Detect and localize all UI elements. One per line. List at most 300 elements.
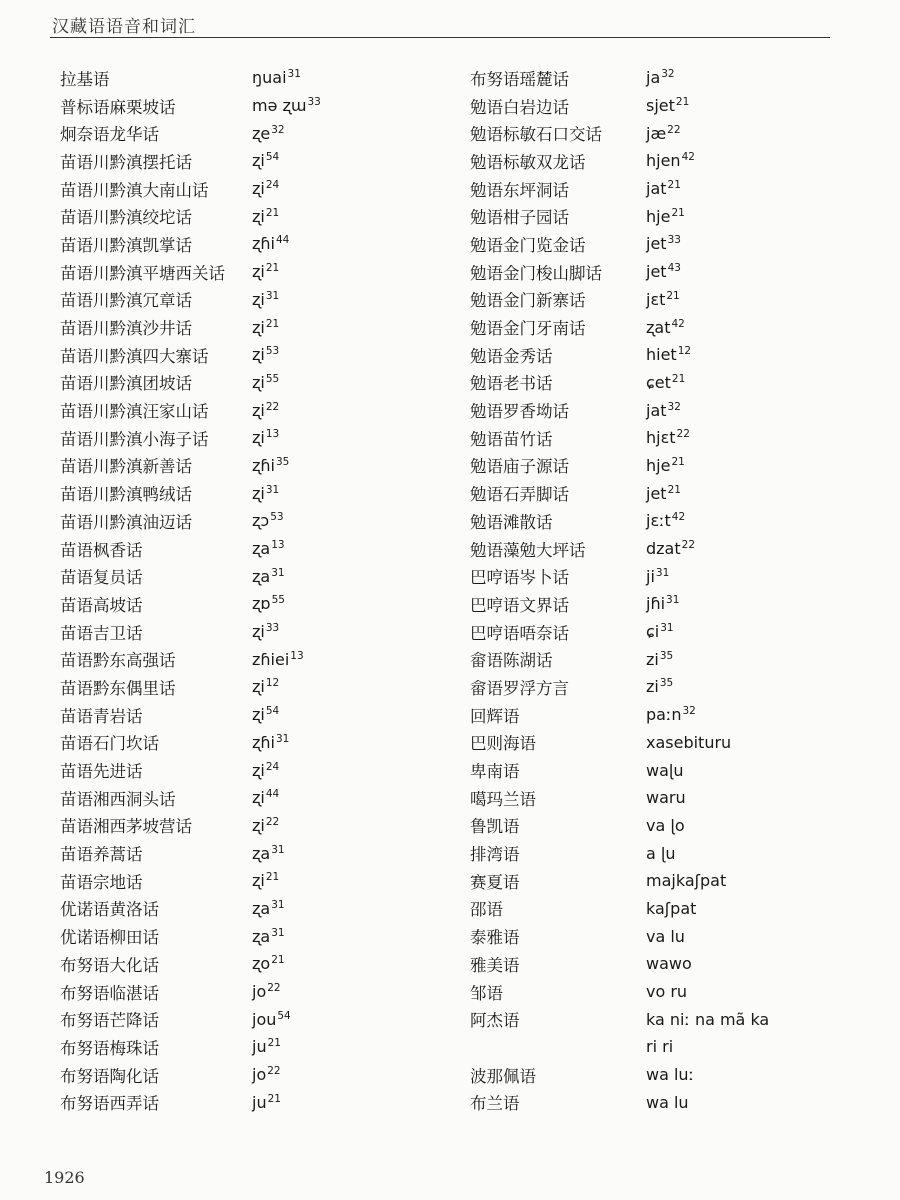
phonetic-form: wa lu <box>646 1092 689 1112</box>
phonetic-form: ʐi <box>252 262 265 282</box>
phonetic-form: jɛt <box>646 289 666 309</box>
language-name: 苗语川黔滇大南山话 <box>60 180 209 200</box>
phonetic-form: zɦiei <box>252 649 290 669</box>
tone-number: 22 <box>267 1065 281 1078</box>
word-form <box>252 705 279 724</box>
tone-number: 44 <box>265 788 280 801</box>
word-form <box>646 899 696 918</box>
tone-number: 13 <box>290 649 304 662</box>
word-form <box>252 954 285 973</box>
language-name: 雅美语 <box>470 955 520 975</box>
tone-number: 22 <box>667 123 681 136</box>
word-form <box>646 1093 689 1112</box>
language-name: 苗语养蒿话 <box>60 845 143 865</box>
tone-number: 32 <box>667 400 681 413</box>
tone-number: 21 <box>671 206 685 219</box>
phonetic-form: ʐi <box>252 428 265 448</box>
word-form <box>252 234 289 253</box>
language-name: 巴哼语唔奈话 <box>470 623 569 643</box>
word-form <box>646 345 691 364</box>
language-name: 巴则海语 <box>470 734 536 754</box>
phonetic-form: ʐɔ <box>252 511 270 531</box>
phonetic-form: jɦi <box>646 594 666 614</box>
header-rule <box>50 37 830 38</box>
word-form <box>646 1037 673 1056</box>
word-form <box>646 539 695 558</box>
tone-number: 21 <box>265 317 280 330</box>
language-name: 苗语川黔滇油迈话 <box>60 512 192 532</box>
language-name: 苗语枫香话 <box>60 540 143 560</box>
word-form <box>252 1010 291 1029</box>
entry-row <box>470 535 769 563</box>
language-name: 苗语宗地话 <box>60 872 143 892</box>
entry-row <box>60 867 321 895</box>
word-form <box>252 262 279 281</box>
entry-row <box>60 812 321 840</box>
entry-row <box>470 729 769 757</box>
phonetic-form: ʐi <box>252 483 265 503</box>
entry-row <box>470 313 769 341</box>
language-name: 苗语川黔滇鸭绒话 <box>60 485 192 505</box>
word-form <box>646 207 685 226</box>
language-name: 巴哼语文界话 <box>470 595 569 615</box>
language-name: 苗语川黔滇新善话 <box>60 457 192 477</box>
entry-row <box>470 922 769 950</box>
entry-row <box>470 784 769 812</box>
language-name: 苗语先进话 <box>60 762 143 782</box>
entry-row <box>60 535 321 563</box>
phonetic-form: ʐi <box>252 622 265 642</box>
tone-number: 13 <box>265 428 280 441</box>
tone-number: 31 <box>655 566 670 579</box>
entry-row <box>470 673 769 701</box>
phonetic-form: ɕet <box>646 372 671 392</box>
language-name: 勉语东坪洞话 <box>470 180 569 200</box>
tone-number: 21 <box>267 1092 281 1105</box>
phonetic-form: jet <box>646 262 667 282</box>
tone-number: 31 <box>271 843 285 856</box>
entry-row <box>60 922 321 950</box>
language-name: 阿杰语 <box>470 1011 520 1031</box>
entry-row <box>60 202 321 230</box>
entry-row <box>60 369 321 397</box>
tone-number: 43 <box>667 262 681 275</box>
tone-number: 21 <box>265 262 280 275</box>
tone-number: 12 <box>265 677 280 690</box>
word-form <box>646 927 685 946</box>
tone-number: 31 <box>271 898 285 911</box>
language-name: 苗语湘西茅坡营话 <box>60 817 192 837</box>
word-form <box>646 1010 769 1029</box>
phonetic-form: ʐi <box>252 400 265 420</box>
entry-row <box>60 1033 321 1061</box>
entry-row <box>60 590 321 618</box>
word-form <box>646 844 675 863</box>
tone-number: 24 <box>265 760 280 773</box>
tone-number: 55 <box>271 594 285 607</box>
entry-row <box>470 1005 769 1033</box>
tone-number: 21 <box>671 372 686 385</box>
entry-row <box>60 424 321 452</box>
phonetic-form: ʐa <box>252 843 271 863</box>
entry-row <box>60 673 321 701</box>
word-form <box>252 1037 281 1056</box>
phonetic-form: jat <box>646 400 667 420</box>
language-name: 勉语金门览金话 <box>470 235 586 255</box>
language-name: 布努语梅珠话 <box>60 1038 159 1058</box>
entry-row <box>470 895 769 923</box>
tone-number: 21 <box>671 455 685 468</box>
language-name: 炯奈语龙华话 <box>60 125 159 145</box>
language-name: 布努语瑶麓话 <box>470 69 569 89</box>
language-name: 邹语 <box>470 983 503 1003</box>
tone-number: 54 <box>265 705 280 718</box>
phonetic-form: ri ri <box>646 1037 674 1057</box>
entry-row <box>60 645 321 673</box>
language-name: 普标语麻栗坡话 <box>60 97 176 117</box>
language-name: 卑南语 <box>470 762 520 782</box>
word-form <box>252 871 279 890</box>
language-name: 苗语川黔滇平塘西关话 <box>60 263 225 283</box>
entry-row <box>60 258 321 286</box>
word-form <box>646 484 681 503</box>
language-name: 苗语湘西洞头话 <box>60 789 176 809</box>
tone-number: 31 <box>660 622 674 635</box>
entry-row <box>470 286 769 314</box>
entry-row <box>470 424 769 452</box>
phonetic-form: va ɭo <box>646 815 685 835</box>
word-form <box>646 262 681 281</box>
tone-number: 32 <box>271 123 285 136</box>
tone-number: 31 <box>271 566 285 579</box>
word-form <box>646 511 685 530</box>
word-form <box>252 68 301 87</box>
word-form <box>646 68 675 87</box>
tone-number: 53 <box>270 511 284 524</box>
tone-number: 21 <box>667 483 681 496</box>
language-name: 巴哼语岑卜话 <box>470 568 569 588</box>
running-title: 汉藏语语音和词汇 <box>52 17 196 37</box>
entry-row <box>60 1061 321 1089</box>
entry-row <box>470 618 769 646</box>
phonetic-form: ka niː na mã ka <box>646 1009 770 1029</box>
language-name: 赛夏语 <box>470 872 520 892</box>
entry-row <box>60 230 321 258</box>
tone-number: 54 <box>277 1009 291 1022</box>
word-form <box>646 954 692 973</box>
word-form <box>252 539 285 558</box>
word-form <box>252 373 279 392</box>
phonetic-form: vo ru <box>646 982 688 1002</box>
phonetic-form: waɭu <box>646 760 684 780</box>
language-name: 布努语大化话 <box>60 955 159 975</box>
phonetic-form: hje <box>646 206 671 226</box>
phonetic-form: ʐa <box>252 926 271 946</box>
entry-row <box>60 286 321 314</box>
word-form <box>646 151 695 170</box>
tone-number: 31 <box>287 68 301 81</box>
phonetic-form: ʐɦi <box>252 234 275 254</box>
entry-row <box>60 701 321 729</box>
tone-number: 32 <box>682 705 696 718</box>
word-form <box>252 927 285 946</box>
tone-number: 21 <box>675 96 690 109</box>
phonetic-form: zi <box>646 677 659 697</box>
tone-number: 21 <box>667 179 681 192</box>
word-form <box>252 207 279 226</box>
language-name: 布努语临湛话 <box>60 983 159 1003</box>
tone-number: 31 <box>265 289 280 302</box>
entry-row <box>60 119 321 147</box>
tone-number: 22 <box>267 982 281 995</box>
entry-row <box>470 369 769 397</box>
word-form <box>252 179 279 198</box>
phonetic-form: hjen <box>646 151 681 171</box>
tone-number: 21 <box>666 289 680 302</box>
language-name: 苗语青岩话 <box>60 706 143 726</box>
tone-number: 12 <box>677 345 692 358</box>
entry-row <box>60 341 321 369</box>
language-name: 勉语白岩边话 <box>470 97 569 117</box>
language-name: 勉语罗香坳话 <box>470 402 569 422</box>
tone-number: 55 <box>265 372 280 385</box>
entry-row <box>60 618 321 646</box>
phonetic-form: jo <box>252 1065 267 1085</box>
entry-row <box>470 978 769 1006</box>
language-name: 排湾语 <box>470 845 520 865</box>
phonetic-form: ʐɦi <box>252 732 275 752</box>
phonetic-form: ʐi <box>252 206 265 226</box>
language-name: 鲁凯语 <box>470 817 520 837</box>
entry-row <box>470 507 769 535</box>
language-name: 布努语西弄话 <box>60 1094 159 1114</box>
tone-number: 22 <box>676 428 690 441</box>
word-form <box>646 705 696 724</box>
tone-number: 32 <box>661 68 675 81</box>
language-name: 勉语金门牙南话 <box>470 319 586 339</box>
entry-row <box>470 202 769 230</box>
word-form <box>252 401 279 420</box>
phonetic-form: ʐa <box>252 898 271 918</box>
phonetic-form: ʐɦi <box>252 455 275 475</box>
tone-number: 42 <box>671 317 685 330</box>
phonetic-form: ʐi <box>252 871 265 891</box>
tone-number: 22 <box>265 815 280 828</box>
phonetic-form: ʐo <box>252 954 271 974</box>
language-name: 勉语石弄脚话 <box>470 485 569 505</box>
word-form <box>646 179 681 198</box>
word-form <box>252 428 279 447</box>
language-name: 勉语滩散话 <box>470 512 553 532</box>
word-form <box>646 650 673 669</box>
language-name: 勉语苗竹话 <box>470 429 553 449</box>
language-name: 苗语川黔滇四大寨话 <box>60 346 209 366</box>
phonetic-form: paːn <box>646 705 682 725</box>
entry-row <box>60 1088 321 1116</box>
tone-number: 31 <box>666 594 680 607</box>
entry-row <box>470 950 769 978</box>
phonetic-form: a ɭu <box>646 843 676 863</box>
phonetic-form: majkaʃpat <box>646 871 727 891</box>
word-form <box>252 594 285 613</box>
language-name: 苗语复员话 <box>60 568 143 588</box>
entry-row <box>60 895 321 923</box>
tone-number: 53 <box>265 345 280 358</box>
word-form <box>646 318 685 337</box>
language-name: 勉语金门新寨话 <box>470 291 586 311</box>
language-name: 噶玛兰语 <box>470 789 536 809</box>
phonetic-form: mə ʐɯ <box>252 96 307 116</box>
tone-number: 35 <box>659 649 674 662</box>
phonetic-form: xasebituru <box>646 732 732 752</box>
entry-row <box>470 812 769 840</box>
phonetic-form: ʐi <box>252 151 265 171</box>
phonetic-form: ʐa <box>252 566 271 586</box>
entry-row <box>470 756 769 784</box>
entry-row <box>470 1088 769 1116</box>
language-name: 勉语金门梭山脚话 <box>470 263 602 283</box>
phonetic-form: ʐa <box>252 539 271 559</box>
tone-number: 21 <box>265 871 280 884</box>
phonetic-form: sjet <box>646 96 675 116</box>
tone-number: 31 <box>271 926 285 939</box>
word-form <box>646 622 674 641</box>
tone-number: 35 <box>659 677 674 690</box>
tone-number: 31 <box>265 483 280 496</box>
entry-row <box>470 341 769 369</box>
language-name: 畲语罗浮方言 <box>470 678 569 698</box>
word-form <box>252 816 279 835</box>
entry-row <box>470 175 769 203</box>
word-form <box>646 816 685 835</box>
phonetic-form: ʐɒ <box>252 594 271 614</box>
word-form <box>252 1065 281 1084</box>
entry-row <box>60 92 321 120</box>
entry-row <box>60 1005 321 1033</box>
word-form <box>252 151 279 170</box>
entry-row <box>470 590 769 618</box>
entry-row <box>60 756 321 784</box>
entry-row <box>470 230 769 258</box>
tone-number: 31 <box>275 732 290 745</box>
word-form <box>646 290 680 309</box>
entry-row <box>470 562 769 590</box>
phonetic-form: jet <box>646 234 667 254</box>
language-name: 苗语川黔滇冗章话 <box>60 291 192 311</box>
tone-number: 21 <box>267 1037 281 1050</box>
phonetic-form: ju <box>252 1092 267 1112</box>
phonetic-form: hiet <box>646 345 677 365</box>
word-form <box>252 677 279 696</box>
word-form <box>252 622 279 641</box>
phonetic-form: ʐi <box>252 179 265 199</box>
page-number: 1926 <box>44 1168 85 1187</box>
phonetic-form: ɕi <box>646 622 660 642</box>
tone-number: 33 <box>667 234 681 247</box>
phonetic-form: ʐi <box>252 317 265 337</box>
phonetic-form: va lu <box>646 926 685 946</box>
phonetic-form: jat <box>646 179 667 199</box>
language-name: 勉语藻勉大坪话 <box>470 540 586 560</box>
language-name: 苗语高坡话 <box>60 595 143 615</box>
phonetic-form: wa luː <box>646 1065 694 1085</box>
entry-row <box>470 701 769 729</box>
entry-row <box>470 452 769 480</box>
language-name: 勉语标敏石口交话 <box>470 125 602 145</box>
word-form <box>646 594 679 613</box>
phonetic-form: zi <box>646 649 659 669</box>
entry-row <box>60 839 321 867</box>
word-form <box>646 401 681 420</box>
phonetic-form: kaʃpat <box>646 898 697 918</box>
phonetic-form: hje <box>646 455 671 475</box>
word-form <box>646 788 686 807</box>
phonetic-form: ʐi <box>252 705 265 725</box>
language-name: 布努语陶化话 <box>60 1066 159 1086</box>
language-name: 苗语川黔滇绞坨话 <box>60 208 192 228</box>
phonetic-form: wawo <box>646 954 692 974</box>
language-name: 苗语黔东偶里话 <box>60 678 176 698</box>
tone-number: 54 <box>265 151 280 164</box>
tone-number: 22 <box>681 539 696 552</box>
entry-row <box>60 479 321 507</box>
word-form <box>646 234 681 253</box>
word-form <box>646 982 687 1001</box>
language-name: 布兰语 <box>470 1094 520 1114</box>
tone-number: 35 <box>275 455 290 468</box>
language-name: 回辉语 <box>470 706 520 726</box>
phonetic-form: ju <box>252 1037 267 1057</box>
tone-number: 44 <box>275 234 290 247</box>
left-column <box>60 64 321 1116</box>
entry-row <box>60 147 321 175</box>
phonetic-form: jet <box>646 483 667 503</box>
language-name: 优诺语黄洛话 <box>60 900 159 920</box>
phonetic-form: dzat <box>646 539 681 559</box>
entry-row <box>470 64 769 92</box>
language-name: 苗语川黔滇团坡话 <box>60 374 192 394</box>
tone-number: 24 <box>265 179 280 192</box>
language-name: 苗语黔东高强话 <box>60 651 176 671</box>
phonetic-form: jæ <box>646 123 667 143</box>
entry-row <box>60 978 321 1006</box>
word-form <box>252 456 289 475</box>
entry-row <box>470 119 769 147</box>
word-form <box>252 567 285 586</box>
word-form <box>646 456 685 475</box>
language-name: 苗语川黔滇汪家山话 <box>60 402 209 422</box>
entry-row <box>470 92 769 120</box>
entry-row <box>470 396 769 424</box>
word-form <box>646 1065 694 1084</box>
tone-number: 42 <box>671 511 686 524</box>
phonetic-form: ʐat <box>646 317 671 337</box>
entry-row <box>60 729 321 757</box>
phonetic-form: ʐi <box>252 760 265 780</box>
language-name: 勉语金秀话 <box>470 346 553 366</box>
language-name: 畲语陈湖话 <box>470 651 553 671</box>
tone-number: 13 <box>271 539 285 552</box>
language-name: 苗语石门坎话 <box>60 734 159 754</box>
word-form <box>252 899 285 918</box>
word-form <box>252 982 281 1001</box>
word-form <box>252 844 285 863</box>
phonetic-form: ʐi <box>252 345 265 365</box>
phonetic-form: ji <box>646 566 655 586</box>
phonetic-form: ja <box>646 68 661 88</box>
tone-number: 21 <box>271 954 285 967</box>
language-name: 波那佩语 <box>470 1066 536 1086</box>
